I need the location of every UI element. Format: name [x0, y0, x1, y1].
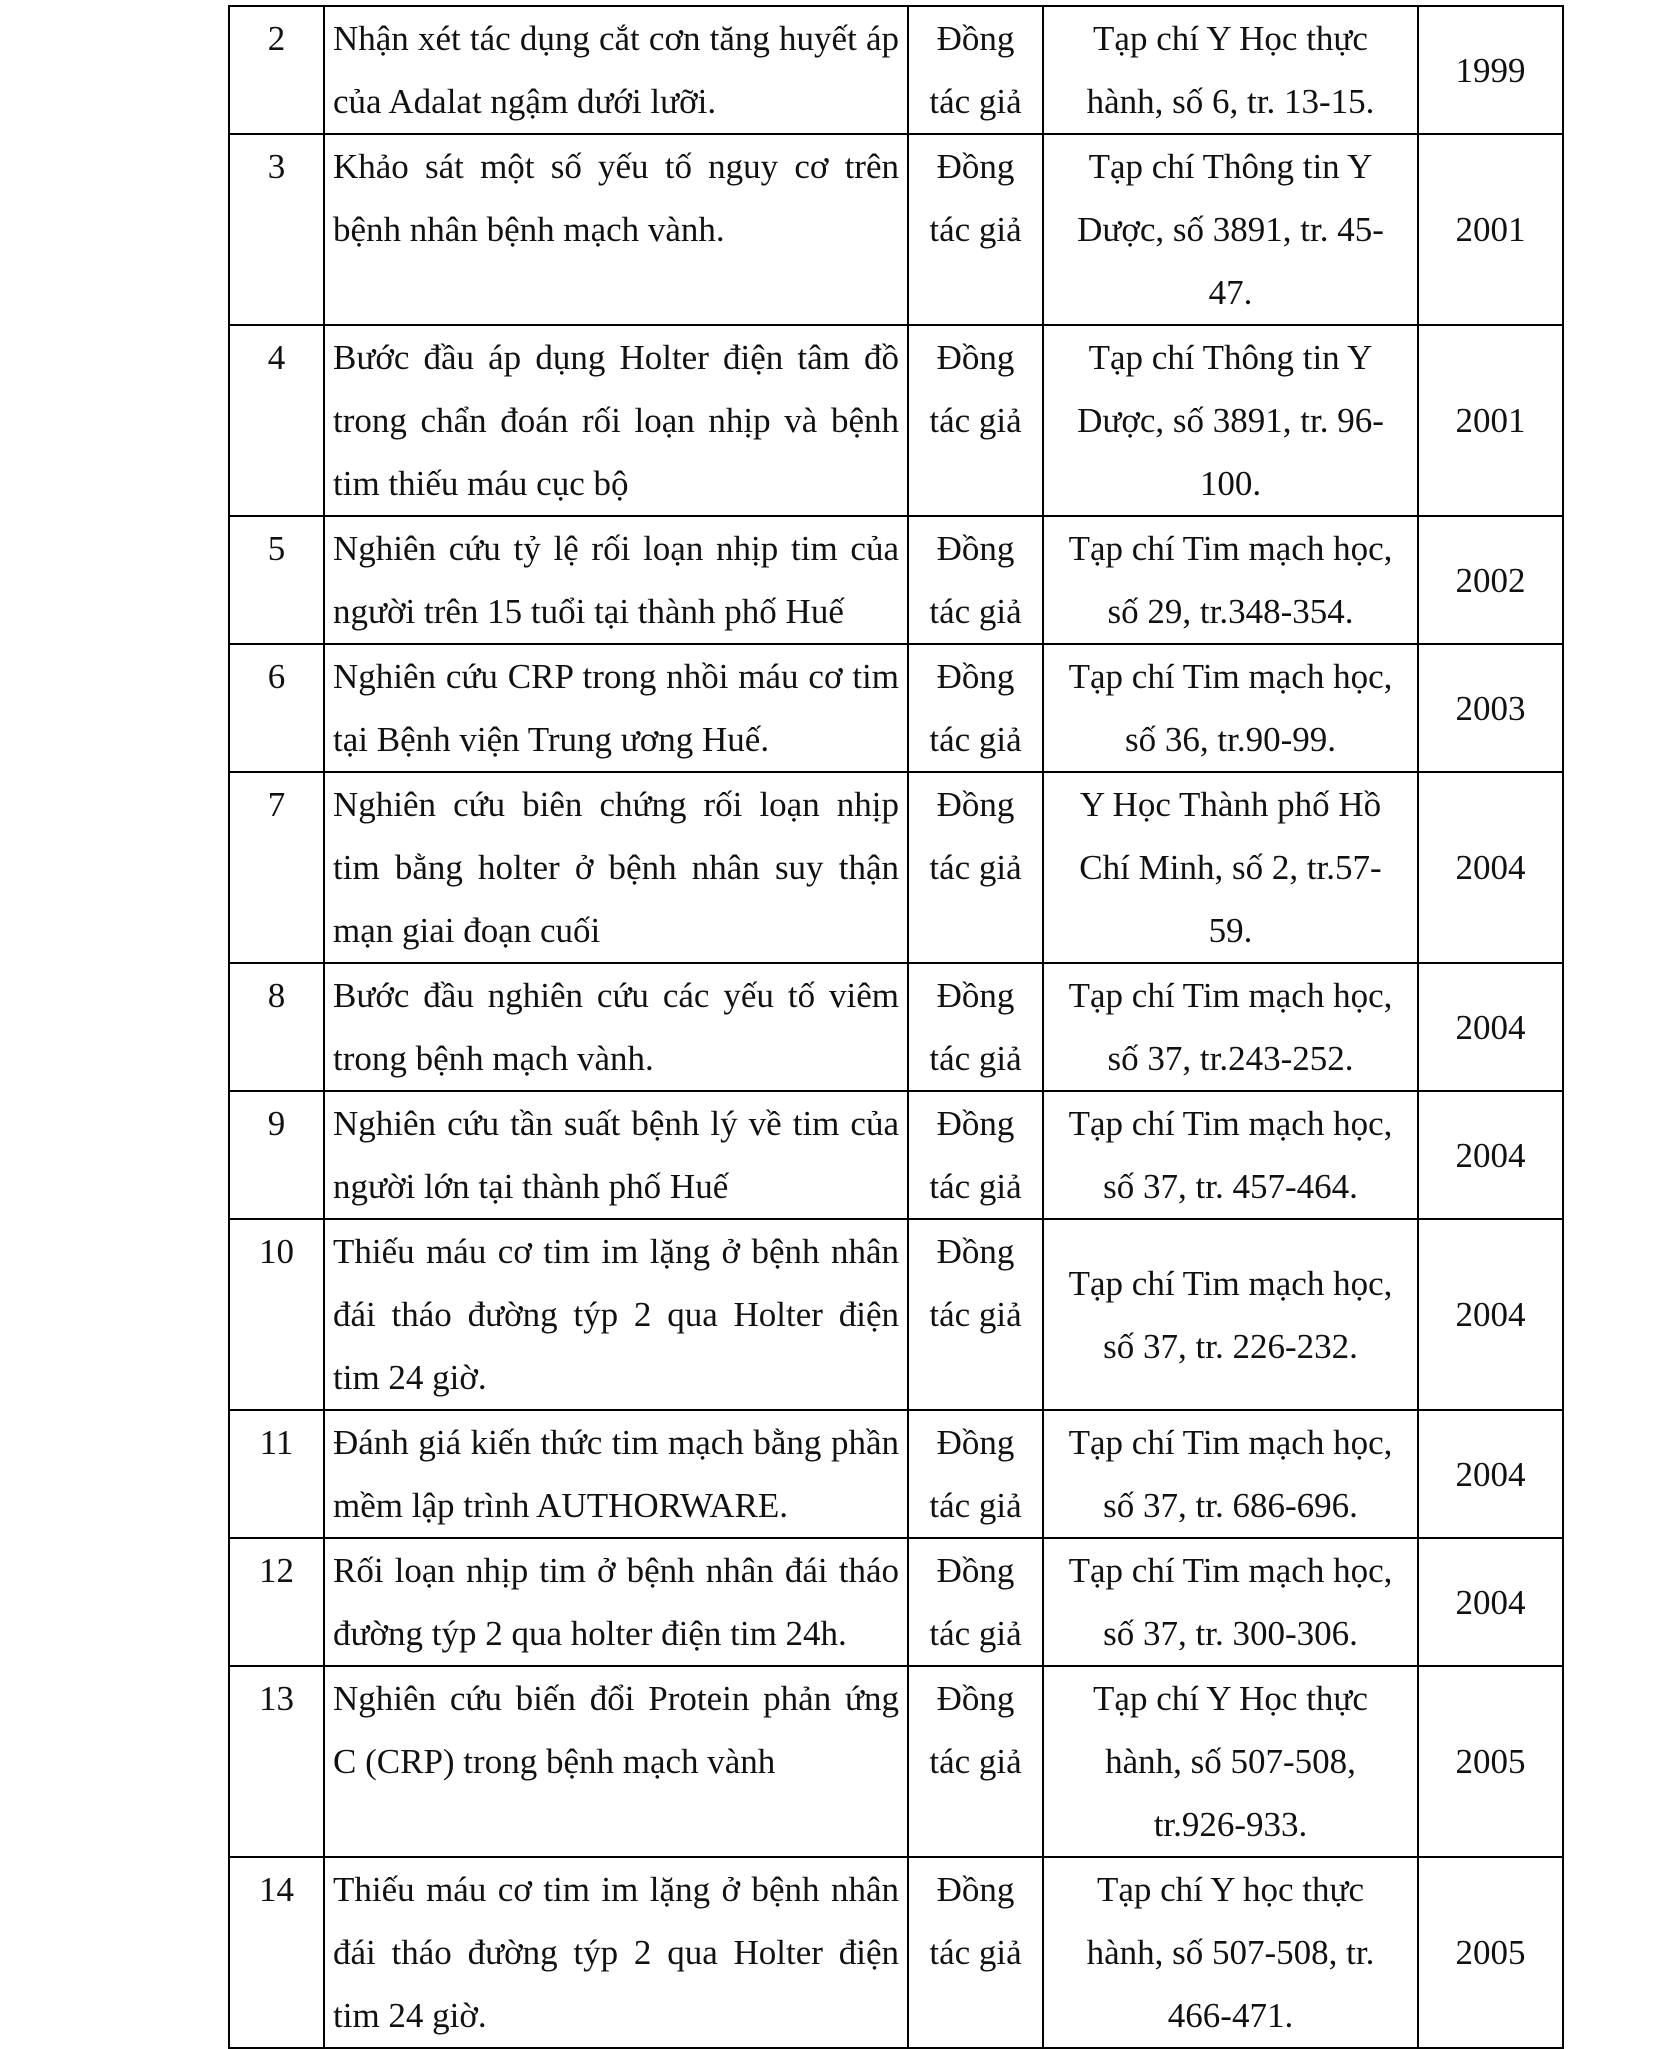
author-role-line: tác giả [929, 1039, 1022, 1078]
author-role-line: tác giả [929, 592, 1022, 631]
author-role-line: tác giả [929, 1614, 1022, 1653]
author-role [908, 963, 1043, 1091]
author-role-line: Đồng [936, 1423, 1015, 1462]
author-role-line: Đồng [936, 1679, 1015, 1718]
journal-citation: Tạp chí Tim mạch học, số 29, tr.348-354. [1043, 516, 1418, 644]
author-role [908, 1538, 1043, 1666]
author-role-line: Đồng [936, 338, 1015, 377]
publication-title: Nhận xét tác dụng cắt cơn tăng huyết áp của Adalat ngậm dưới lưỡi. [324, 6, 908, 134]
author-role-line: Đồng [936, 976, 1015, 1015]
publication-year: 2004 [1418, 1538, 1563, 1666]
table-row [229, 772, 1563, 963]
publication-title: Nghiên cứu biến đổi Protein phản ứng C (CRP) trong bệnh mạch vành [324, 1666, 908, 1857]
author-role-line: Đồng [936, 657, 1015, 696]
journal-citation: Tạp chí Thông tin Y Dược, số 3891, tr. 96-100. [1043, 325, 1418, 516]
publication-title: Thiếu máu cơ tim im lặng ở bệnh nhân đái tháo đường týp 2 qua Holter điện tim 24 giờ. [324, 1857, 908, 2048]
author-role-line: tác giả [929, 82, 1022, 121]
author-role-line: tác giả [929, 848, 1022, 887]
author-role-line: Đồng [936, 529, 1015, 568]
row-number: 10 [229, 1219, 324, 1410]
publication-year: 2002 [1418, 516, 1563, 644]
table-row [229, 134, 1563, 325]
row-number: 2 [229, 6, 324, 134]
publication-title: Đánh giá kiến thức tim mạch bằng phần mềm lập trình AUTHORWARE. [324, 1410, 908, 1538]
publication-year: 2001 [1418, 325, 1563, 516]
row-number: 8 [229, 963, 324, 1091]
table-row [229, 1538, 1563, 1666]
author-role-line: Đồng [936, 19, 1015, 58]
author-role [908, 1410, 1043, 1538]
journal-citation: Tạp chí Y học thực hành, số 507-508, tr. 466-471. [1043, 1857, 1418, 2048]
author-role-line: tác giả [929, 210, 1022, 249]
table-row [229, 325, 1563, 516]
row-number: 4 [229, 325, 324, 516]
publication-year: 2004 [1418, 1410, 1563, 1538]
journal-citation: Tạp chí Thông tin Y Dược, số 3891, tr. 45-47. [1043, 134, 1418, 325]
journal-citation: Tạp chí Tim mạch học, số 37, tr. 457-464. [1043, 1091, 1418, 1219]
table-row [229, 1219, 1563, 1410]
publication-year: 2004 [1418, 1091, 1563, 1219]
author-role-line: Đồng [936, 1551, 1015, 1590]
publication-year: 1999 [1418, 6, 1563, 134]
author-role-line: Đồng [936, 147, 1015, 186]
author-role [908, 1219, 1043, 1410]
journal-citation: Tạp chí Tim mạch học, số 36, tr.90-99. [1043, 644, 1418, 772]
row-number: 12 [229, 1538, 324, 1666]
publication-title: Nghiên cứu CRP trong nhồi máu cơ tim tại Bệnh viện Trung ương Huế. [324, 644, 908, 772]
table-row [229, 1857, 1563, 2048]
author-role [908, 134, 1043, 325]
author-role [908, 772, 1043, 963]
publication-title: Nghiên cứu biên chứng rối loạn nhịp tim bằng holter ở bệnh nhân suy thận mạn giai đoạn cuối [324, 772, 908, 963]
publication-title: Bước đầu áp dụng Holter điện tâm đồ trong chẩn đoán rối loạn nhịp và bệnh tim thiếu máu cục bộ [324, 325, 908, 516]
author-role-line: tác giả [929, 720, 1022, 759]
author-role-line: tác giả [929, 401, 1022, 440]
author-role-line: Đồng [936, 1870, 1015, 1909]
journal-citation: Tạp chí Tim mạch học, số 37, tr. 300-306. [1043, 1538, 1418, 1666]
row-number: 5 [229, 516, 324, 644]
publication-year: 2004 [1418, 772, 1563, 963]
publication-year: 2005 [1418, 1666, 1563, 1857]
publication-title: Bước đầu nghiên cứu các yếu tố viêm trong bệnh mạch vành. [324, 963, 908, 1091]
publication-title: Nghiên cứu tỷ lệ rối loạn nhịp tim của người trên 15 tuổi tại thành phố Huế [324, 516, 908, 644]
publications-table [228, 5, 1564, 2049]
row-number: 3 [229, 134, 324, 325]
publications-table-body [229, 6, 1563, 2048]
author-role [908, 325, 1043, 516]
table-row [229, 6, 1563, 134]
author-role [908, 1091, 1043, 1219]
journal-citation: Tạp chí Y Học thực hành, số 507-508, tr.926-933. [1043, 1666, 1418, 1857]
journal-citation: Tạp chí Tim mạch học, số 37, tr. 686-696. [1043, 1410, 1418, 1538]
author-role-line: Đồng [936, 785, 1015, 824]
publication-title: Nghiên cứu tần suất bệnh lý về tim của người lớn tại thành phố Huế [324, 1091, 908, 1219]
table-row [229, 1666, 1563, 1857]
author-role [908, 644, 1043, 772]
row-number: 11 [229, 1410, 324, 1538]
author-role-line: tác giả [929, 1933, 1022, 1972]
publication-title: Khảo sát một số yếu tố nguy cơ trên bệnh nhân bệnh mạch vành. [324, 134, 908, 325]
author-role [908, 1857, 1043, 2048]
journal-citation: Tạp chí Tim mạch học, số 37, tr.243-252. [1043, 963, 1418, 1091]
row-number: 13 [229, 1666, 324, 1857]
author-role-line: tác giả [929, 1486, 1022, 1525]
author-role-line: tác giả [929, 1742, 1022, 1781]
publication-year: 2004 [1418, 1219, 1563, 1410]
row-number: 6 [229, 644, 324, 772]
author-role [908, 1666, 1043, 1857]
author-role [908, 516, 1043, 644]
publication-year: 2003 [1418, 644, 1563, 772]
row-number: 7 [229, 772, 324, 963]
publication-year: 2001 [1418, 134, 1563, 325]
row-number: 14 [229, 1857, 324, 2048]
author-role-line: Đồng [936, 1104, 1015, 1143]
author-role-line: Đồng [936, 1232, 1015, 1271]
author-role-line: tác giả [929, 1295, 1022, 1334]
journal-citation: Tạp chí Tim mạch học, số 37, tr. 226-232. [1043, 1219, 1418, 1410]
table-row [229, 516, 1563, 644]
author-role-line: tác giả [929, 1167, 1022, 1206]
journal-citation: Y Học Thành phố Hồ Chí Minh, số 2, tr.57-59. [1043, 772, 1418, 963]
publication-year: 2004 [1418, 963, 1563, 1091]
table-row [229, 1410, 1563, 1538]
table-row [229, 963, 1563, 1091]
publication-title: Thiếu máu cơ tim im lặng ở bệnh nhân đái tháo đường týp 2 qua Holter điện tim 24 giờ. [324, 1219, 908, 1410]
author-role [908, 6, 1043, 134]
table-row [229, 1091, 1563, 1219]
journal-citation: Tạp chí Y Học thực hành, số 6, tr. 13-15. [1043, 6, 1418, 134]
table-row [229, 644, 1563, 772]
publication-title: Rối loạn nhịp tim ở bệnh nhân đái tháo đường týp 2 qua holter điện tim 24h. [324, 1538, 908, 1666]
publication-year: 2005 [1418, 1857, 1563, 2048]
row-number: 9 [229, 1091, 324, 1219]
